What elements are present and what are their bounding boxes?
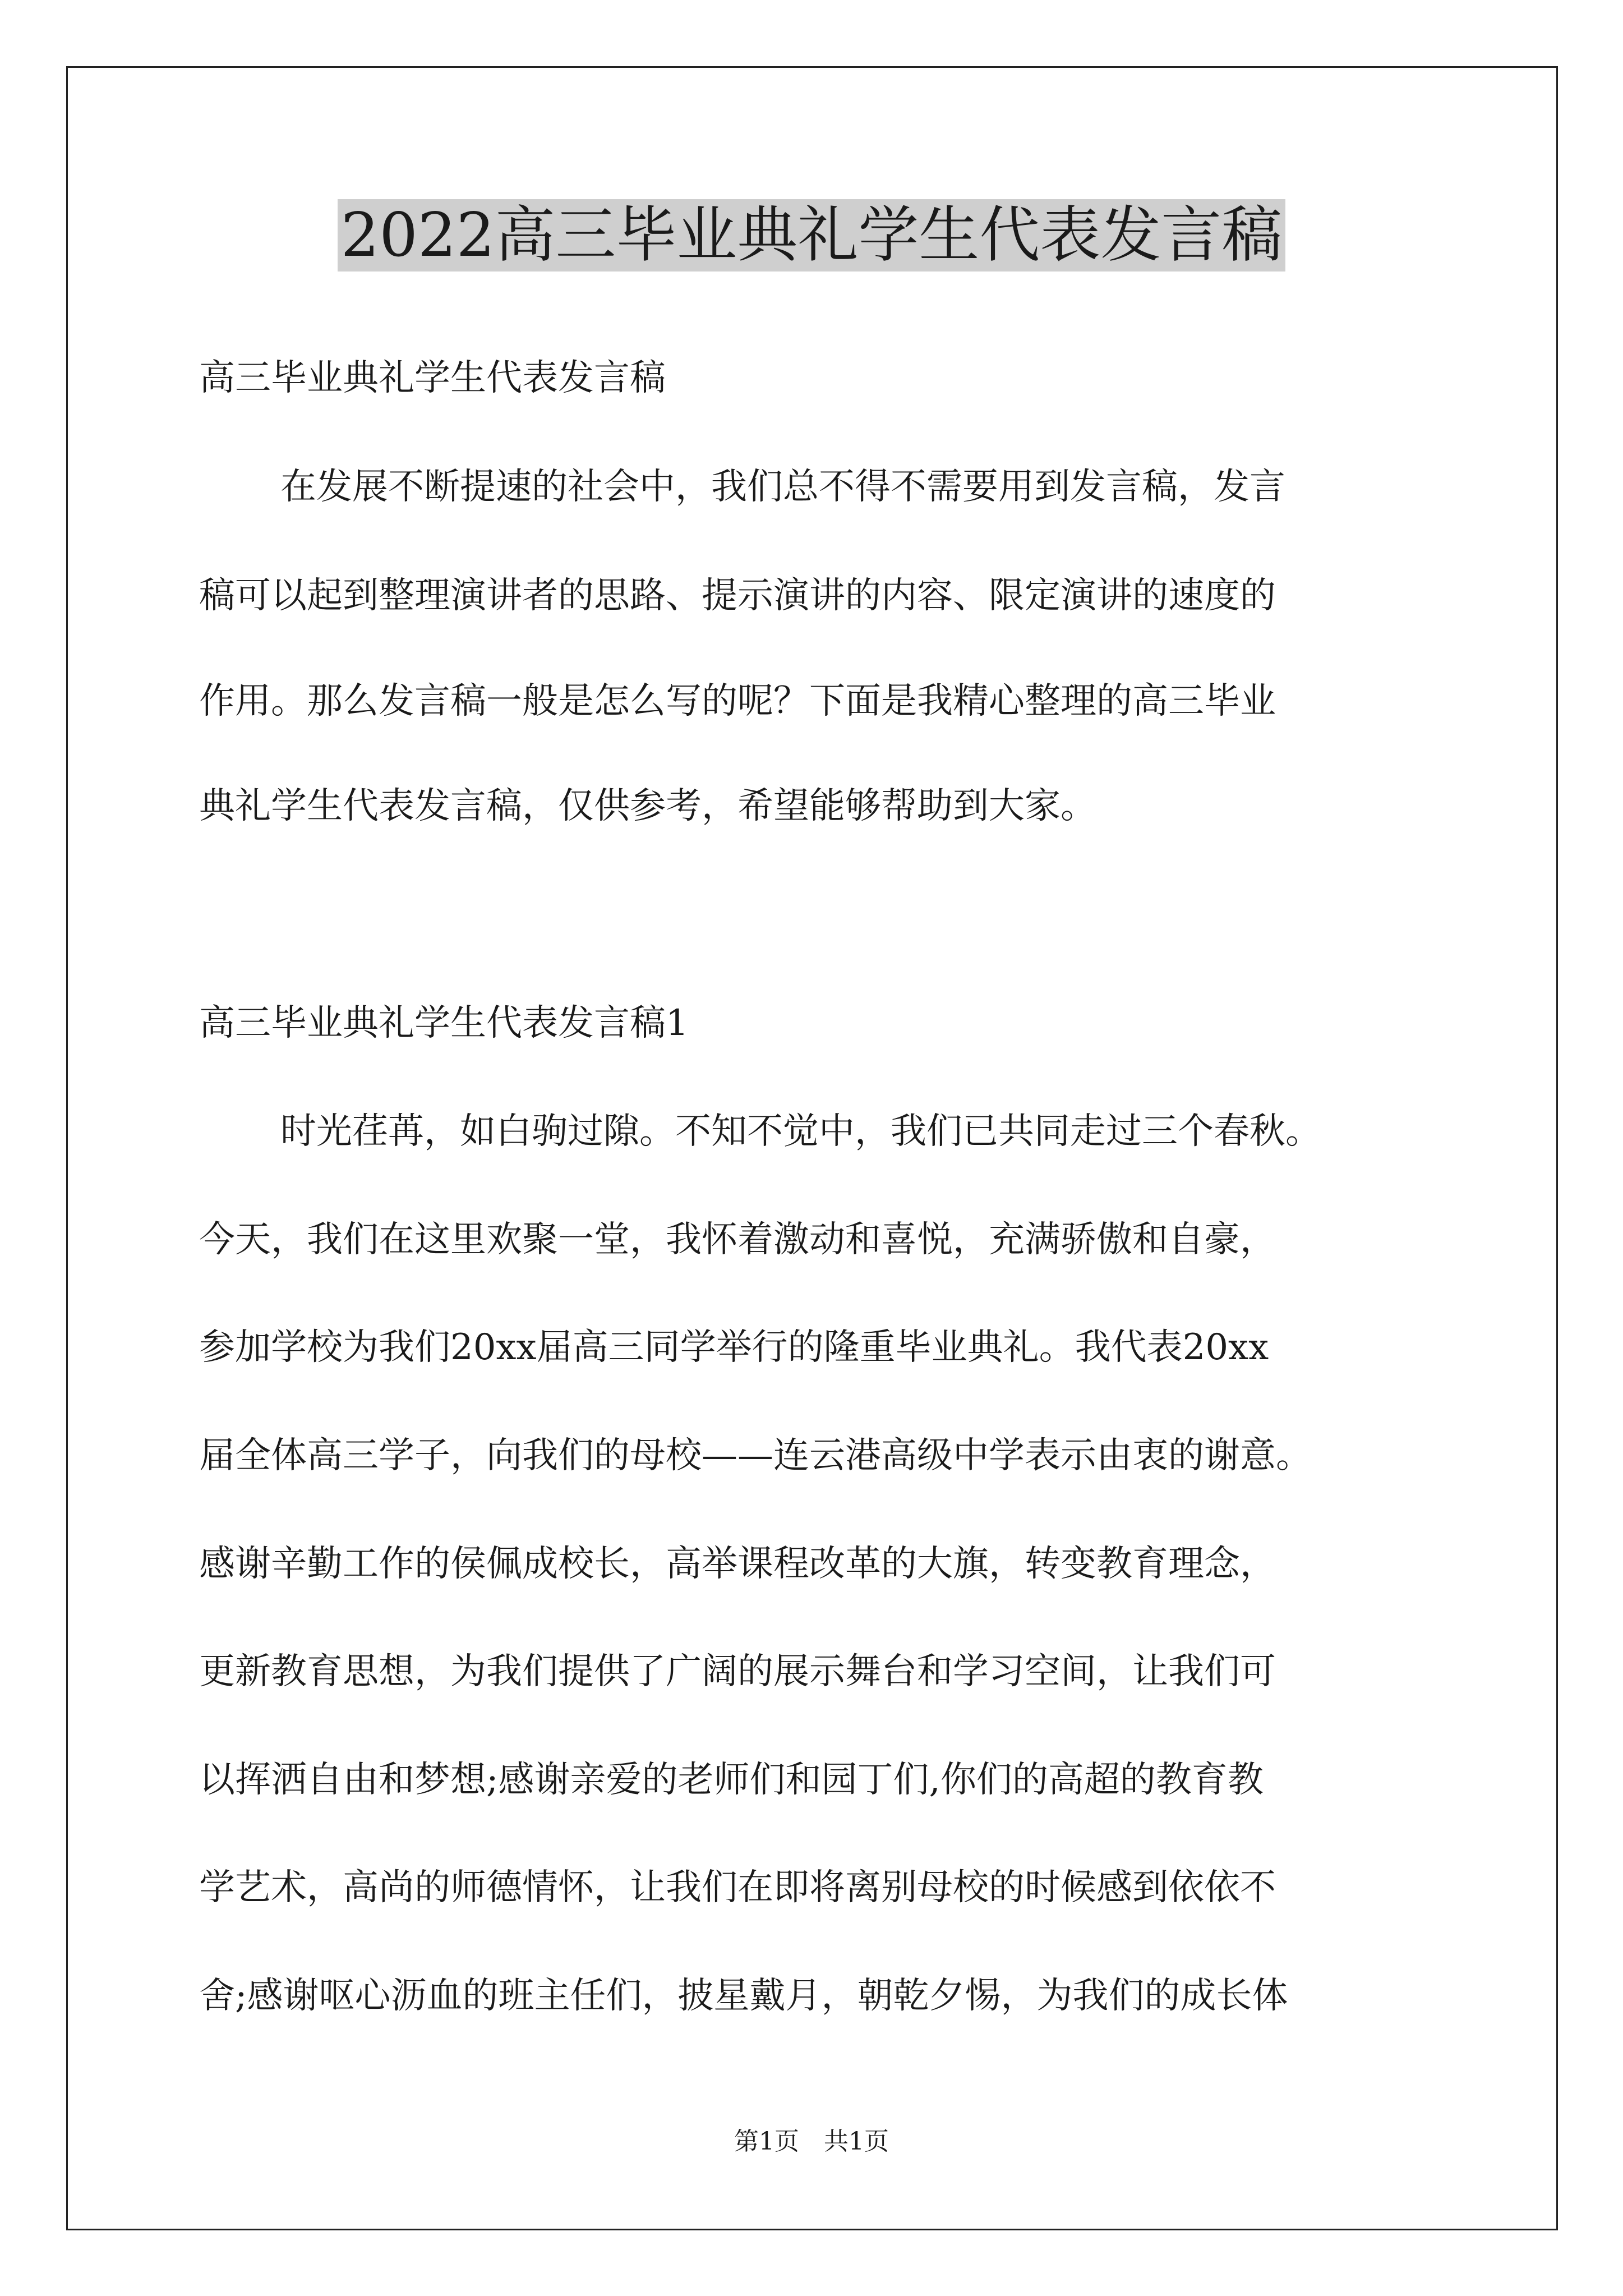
body-line-2: 今天，我们在这里欢聚一堂，我怀着激动和喜悦，充满骄傲和自豪， <box>199 1219 1276 1260</box>
body-line-4: 届全体高三学子，向我们的母校——连云港高级中学表示由衷的谢意。 <box>199 1435 1312 1476</box>
intro-line-2: 稿可以起到整理演讲者的思路、提示演讲的内容、限定演讲的速度的 <box>199 575 1276 616</box>
body-line-1: 时光荏苒，如白驹过隙。不知不觉中，我们已共同走过三个春秋。 <box>280 1111 1321 1152</box>
body-line-3: 参加学校为我们20xx届高三同学举行的隆重毕业典礼。我代表20xx <box>199 1327 1269 1368</box>
document-subtitle: 高三毕业典礼学生代表发言稿 <box>199 357 666 399</box>
page-footer: 第1页 共1页 <box>734 2127 889 2156</box>
intro-line-4: 典礼学生代表发言稿，仅供参考，希望能够帮助到大家。 <box>199 785 1096 827</box>
document-title <box>0 199 1623 272</box>
body-line-8: 学艺术，高尚的师德情怀，让我们在即将离别母校的时候感到依依不 <box>199 1867 1276 1908</box>
intro-line-3: 作用。那么发言稿一般是怎么写的呢？下面是我精心整理的高三毕业 <box>199 680 1276 722</box>
body-line-9: 舍;感谢呕心沥血的班主任们，披星戴月，朝乾夕惕，为我们的成长体 <box>199 1975 1288 2017</box>
intro-line-1: 在发展不断提速的社会中，我们总不得不需要用到发言稿，发言 <box>280 466 1285 508</box>
document-title-text: 2022高三毕业典礼学生代表发言稿 <box>338 199 1286 272</box>
body-line-6: 更新教育思想，为我们提供了广阔的展示舞台和学习空间，让我们可 <box>199 1651 1276 1692</box>
body-line-7: 以挥洒自由和梦想;感谢亲爱的老师们和园丁们,你们的高超的教育教 <box>199 1759 1264 1801</box>
section-heading: 高三毕业典礼学生代表发言稿1 <box>199 1002 689 1044</box>
body-line-5: 感谢辛勤工作的侯佩成校长，高举课程改革的大旗，转变教育理念， <box>199 1543 1276 1585</box>
